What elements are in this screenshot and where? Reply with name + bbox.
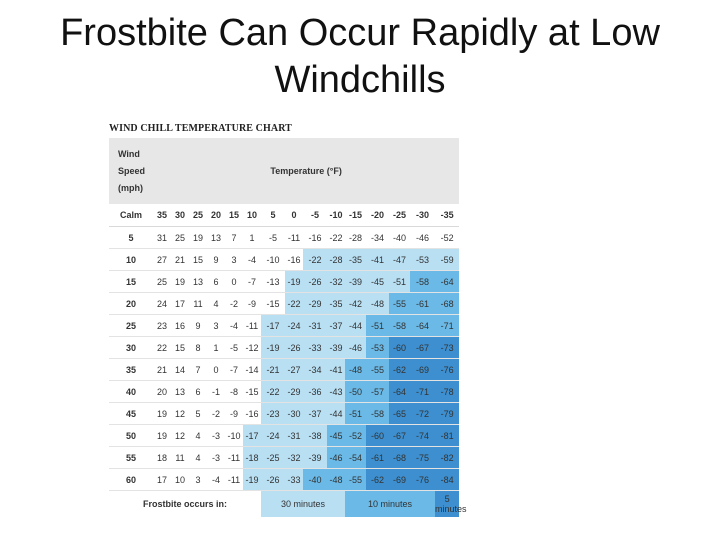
wind-chill-cell: -46 <box>327 447 345 469</box>
temperature-cell: -35 <box>435 204 459 227</box>
wind-speed-row <box>109 337 459 359</box>
temperature-row <box>109 204 459 227</box>
wind-chill-cell: -9 <box>225 403 243 425</box>
wind-chill-cell: -16 <box>243 403 261 425</box>
wind-chill-cell: -59 <box>435 249 459 271</box>
wind-chill-cell: 14 <box>171 359 189 381</box>
wind-chill-cell: -73 <box>435 337 459 359</box>
wind-chill-cell: -37 <box>303 403 327 425</box>
wind-chill-cell: -11 <box>285 227 303 249</box>
wind-chill-cell: -12 <box>243 337 261 359</box>
wind-chill-cell: -34 <box>366 227 389 249</box>
legend-row <box>109 491 459 518</box>
temperature-cell: 35 <box>153 204 171 227</box>
wind-chill-cell: -51 <box>389 271 410 293</box>
wind-chill-cell: 6 <box>189 381 207 403</box>
wind-chill-cell: -10 <box>261 249 285 271</box>
wind-chill-cell: -11 <box>225 469 243 491</box>
legend-swatch: 5 minutes <box>435 491 459 518</box>
wind-chill-cell: -41 <box>327 359 345 381</box>
wind-chill-cell: -26 <box>303 271 327 293</box>
wind-chill-cell: -7 <box>225 359 243 381</box>
wind-chill-cell: 27 <box>153 249 171 271</box>
wind-chill-cell: -3 <box>207 425 225 447</box>
wind-chill-cell: 13 <box>189 271 207 293</box>
wind-chill-cell: -33 <box>303 337 327 359</box>
wind-chill-cell: -35 <box>345 249 366 271</box>
wind-chill-cell: 11 <box>171 447 189 469</box>
wind-speed-cell: 15 <box>109 271 153 293</box>
slide-title-line-1: Frostbite Can Occur Rapidly at Low <box>60 12 660 54</box>
wind-chill-cell: 17 <box>153 469 171 491</box>
wind-chill-cell: -42 <box>345 293 366 315</box>
wind-chill-cell: 22 <box>153 337 171 359</box>
wind-chill-cell: -31 <box>303 315 327 337</box>
wind-chill-cell: 12 <box>171 403 189 425</box>
wind-chill-cell: -34 <box>303 359 327 381</box>
wind-chill-cell: -48 <box>327 469 345 491</box>
wind-chill-cell: -33 <box>285 469 303 491</box>
wind-chill-cell: 15 <box>189 249 207 271</box>
wind-speed-row <box>109 469 459 491</box>
wind-chill-cell: -46 <box>410 227 435 249</box>
wind-chill-cell: -26 <box>261 469 285 491</box>
wind-chill-cell: 19 <box>171 271 189 293</box>
wind-chill-cell: -3 <box>207 447 225 469</box>
wind-chill-cell: -76 <box>435 359 459 381</box>
wind-chill-cell: 24 <box>153 293 171 315</box>
wind-chill-cell: -65 <box>389 403 410 425</box>
temperature-cell: -20 <box>366 204 389 227</box>
wind-chill-cell: -2 <box>207 403 225 425</box>
wind-chill-cell: -58 <box>366 403 389 425</box>
wind-chill-cell: -26 <box>285 337 303 359</box>
wind-speed-cell: 60 <box>109 469 153 491</box>
wind-chill-cell: -64 <box>410 315 435 337</box>
wind-chill-cell: -18 <box>243 447 261 469</box>
wind-chill-cell: -32 <box>285 447 303 469</box>
wind-chill-cell: -57 <box>366 381 389 403</box>
wind-chill-cell: -16 <box>285 249 303 271</box>
wind-chill-cell: -55 <box>345 469 366 491</box>
wind-chill-cell: -75 <box>410 447 435 469</box>
wind-chill-cell: 6 <box>207 271 225 293</box>
wind-chill-cell: 4 <box>189 447 207 469</box>
wind-chill-cell: -29 <box>285 381 303 403</box>
wind-chill-cell: -24 <box>285 315 303 337</box>
wind-speed-header-line: Speed <box>118 165 146 176</box>
wind-chill-cell: -72 <box>410 403 435 425</box>
wind-chill-cell: -40 <box>389 227 410 249</box>
temperature-cell: -30 <box>410 204 435 227</box>
temperature-cell: 20 <box>207 204 225 227</box>
wind-speed-header-line: (mph) <box>118 182 143 193</box>
wind-speed-row <box>109 249 459 271</box>
wind-chill-cell: -19 <box>285 271 303 293</box>
wind-chill-cell: -51 <box>366 315 389 337</box>
wind-speed-cell: 50 <box>109 425 153 447</box>
wind-chill-cell: -84 <box>435 469 459 491</box>
wind-chill-cell: 5 <box>189 403 207 425</box>
wind-chill-cell: -19 <box>243 469 261 491</box>
wind-chill-cell: -71 <box>435 315 459 337</box>
wind-speed-row <box>109 403 459 425</box>
wind-speed-cell: 20 <box>109 293 153 315</box>
wind-chill-cell: 12 <box>171 425 189 447</box>
wind-chill-cell: -24 <box>261 425 285 447</box>
temperature-cell: -15 <box>345 204 366 227</box>
wind-chill-cell: 4 <box>207 293 225 315</box>
wind-speed-cell: 10 <box>109 249 153 271</box>
wind-chill-cell: -50 <box>345 381 366 403</box>
wind-chill-cell: -36 <box>303 381 327 403</box>
wind-speed-row <box>109 447 459 469</box>
wind-chill-cell: -15 <box>243 381 261 403</box>
legend-swatch: 30 minutes <box>261 491 345 518</box>
slide-title-line-2: Windchills <box>274 59 446 101</box>
wind-chill-cell: -78 <box>435 381 459 403</box>
temperature-cell: 15 <box>225 204 243 227</box>
wind-chill-cell: -17 <box>243 425 261 447</box>
wind-chill-cell: -14 <box>243 359 261 381</box>
wind-chill-cell: -52 <box>435 227 459 249</box>
wind-chill-cell: -64 <box>435 271 459 293</box>
wind-chill-cell: 3 <box>225 249 243 271</box>
legend-swatch: 10 minutes <box>345 491 435 518</box>
wind-chill-cell: -17 <box>261 315 285 337</box>
header-row <box>109 138 459 204</box>
temperature-cell: -10 <box>327 204 345 227</box>
wind-chill-cell: -4 <box>243 249 261 271</box>
wind-chill-cell: -67 <box>410 337 435 359</box>
wind-chill-cell: -28 <box>327 249 345 271</box>
wind-chill-cell: -62 <box>366 469 389 491</box>
wind-chill-cell: -79 <box>435 403 459 425</box>
wind-chill-cell: 3 <box>207 315 225 337</box>
wind-chill-cell: -7 <box>243 271 261 293</box>
wind-speed-cell: 35 <box>109 359 153 381</box>
wind-chill-cell: -39 <box>303 447 327 469</box>
calm-label: Calm <box>109 204 153 227</box>
wind-chill-cell: -69 <box>410 359 435 381</box>
wind-chill-cell: -47 <box>389 249 410 271</box>
wind-chill-cell: -5 <box>261 227 285 249</box>
wind-chill-cell: 0 <box>225 271 243 293</box>
wind-chill-cell: 10 <box>171 469 189 491</box>
wind-chill-cell: -31 <box>285 425 303 447</box>
wind-speed-row <box>109 359 459 381</box>
wind-chill-cell: 3 <box>189 469 207 491</box>
wind-speed-header-line: Wind <box>118 148 140 159</box>
wind-chill-cell: 7 <box>225 227 243 249</box>
temperature-cell: 10 <box>243 204 261 227</box>
wind-chill-cell: -22 <box>261 381 285 403</box>
wind-chill-cell: -27 <box>285 359 303 381</box>
wind-speed-row <box>109 425 459 447</box>
wind-chill-cell: -13 <box>261 271 285 293</box>
wind-speed-row <box>109 293 459 315</box>
wind-chill-cell: -51 <box>345 403 366 425</box>
wind-chill-cell: -38 <box>303 425 327 447</box>
wind-chill-cell: 13 <box>171 381 189 403</box>
wind-chill-cell: -22 <box>303 249 327 271</box>
wind-chill-cell: -53 <box>366 337 389 359</box>
wind-chill-cell: -39 <box>345 271 366 293</box>
wind-chill-cell: -74 <box>410 425 435 447</box>
wind-chill-cell: -58 <box>410 271 435 293</box>
legend-label: Frostbite occurs in: <box>109 491 261 518</box>
wind-chill-cell: 19 <box>153 425 171 447</box>
wind-chill-cell: -52 <box>345 425 366 447</box>
wind-chill-cell: -48 <box>345 359 366 381</box>
wind-speed-cell: 55 <box>109 447 153 469</box>
wind-chill-cell: 9 <box>207 249 225 271</box>
wind-chill-cell: 7 <box>189 359 207 381</box>
wind-chill-cell: -22 <box>327 227 345 249</box>
wind-speed-cell: 30 <box>109 337 153 359</box>
wind-chill-cell: 17 <box>171 293 189 315</box>
wind-chill-cell: 19 <box>189 227 207 249</box>
slide-title <box>0 10 720 104</box>
wind-chill-cell: 13 <box>207 227 225 249</box>
wind-chill-cell: -58 <box>389 315 410 337</box>
wind-chill-cell: 31 <box>153 227 171 249</box>
wind-chill-cell: -68 <box>389 447 410 469</box>
wind-chill-cell: -44 <box>327 403 345 425</box>
wind-chill-cell: 16 <box>171 315 189 337</box>
wind-chill-cell: -39 <box>327 337 345 359</box>
temperature-cell: 30 <box>171 204 189 227</box>
chart-title: WIND CHILL TEMPERATURE CHART <box>109 123 292 134</box>
wind-chill-cell: -45 <box>327 425 345 447</box>
wind-speed-row <box>109 227 459 249</box>
wind-chill-cell: -30 <box>285 403 303 425</box>
wind-speed-cell: 5 <box>109 227 153 249</box>
wind-chill-cell: -67 <box>389 425 410 447</box>
wind-chill-cell: -21 <box>261 359 285 381</box>
wind-chill-cell: -19 <box>261 337 285 359</box>
wind-speed-cell: 25 <box>109 315 153 337</box>
wind-chill-cell: -15 <box>261 293 285 315</box>
wind-chill-cell: -8 <box>225 381 243 403</box>
wind-chill-cell: -54 <box>345 447 366 469</box>
wind-chill-cell: -4 <box>225 315 243 337</box>
wind-chill-cell: -43 <box>327 381 345 403</box>
wind-speed-header <box>109 138 153 204</box>
wind-chill-cell: -11 <box>243 315 261 337</box>
wind-chill-cell: -1 <box>207 381 225 403</box>
wind-chill-cell: -81 <box>435 425 459 447</box>
temperature-cell: 5 <box>261 204 285 227</box>
wind-chill-cell: 18 <box>153 447 171 469</box>
wind-chill-cell: 0 <box>207 359 225 381</box>
wind-chill-cell: -22 <box>285 293 303 315</box>
wind-chill-cell: -35 <box>327 293 345 315</box>
wind-chill-cell: -68 <box>435 293 459 315</box>
wind-chill-cell: 25 <box>171 227 189 249</box>
temperature-cell: -25 <box>389 204 410 227</box>
wind-chill-cell: -60 <box>366 425 389 447</box>
wind-chill-cell: -55 <box>389 293 410 315</box>
wind-chill-cell: -44 <box>345 315 366 337</box>
wind-chill-cell: -4 <box>207 469 225 491</box>
temperature-header: Temperature (°F) <box>153 138 459 204</box>
wind-speed-row <box>109 381 459 403</box>
wind-chill-cell: -46 <box>345 337 366 359</box>
wind-chill-cell: 15 <box>171 337 189 359</box>
wind-chill-cell: -37 <box>327 315 345 337</box>
wind-chill-cell: 21 <box>171 249 189 271</box>
wind-chill-cell: 19 <box>153 403 171 425</box>
wind-chill-cell: -40 <box>303 469 327 491</box>
wind-chill-cell: 21 <box>153 359 171 381</box>
wind-chill-cell: -76 <box>410 469 435 491</box>
wind-chill-table <box>109 138 467 517</box>
wind-chill-cell: -10 <box>225 425 243 447</box>
wind-chill-cell: 1 <box>207 337 225 359</box>
wind-speed-cell: 40 <box>109 381 153 403</box>
wind-chill-cell: -45 <box>366 271 389 293</box>
wind-chill-cell: -5 <box>225 337 243 359</box>
wind-chill-cell: -62 <box>389 359 410 381</box>
wind-chill-cell: -71 <box>410 381 435 403</box>
wind-chill-cell: -23 <box>261 403 285 425</box>
wind-chill-cell: 25 <box>153 271 171 293</box>
wind-chill-cell: -82 <box>435 447 459 469</box>
wind-chill-cell: 8 <box>189 337 207 359</box>
wind-chill-cell: -61 <box>410 293 435 315</box>
wind-chill-cell: -61 <box>366 447 389 469</box>
wind-chill-cell: -55 <box>366 359 389 381</box>
wind-speed-row <box>109 271 459 293</box>
wind-chill-cell: -2 <box>225 293 243 315</box>
wind-chill-cell: -53 <box>410 249 435 271</box>
wind-chill-cell: -41 <box>366 249 389 271</box>
wind-chill-cell: -29 <box>303 293 327 315</box>
wind-speed-row <box>109 315 459 337</box>
wind-chill-cell: -11 <box>225 447 243 469</box>
wind-chill-cell: -48 <box>366 293 389 315</box>
wind-chill-cell: -25 <box>261 447 285 469</box>
temperature-cell: -5 <box>303 204 327 227</box>
wind-chill-cell: -28 <box>345 227 366 249</box>
wind-chill-cell: -9 <box>243 293 261 315</box>
temperature-cell: 0 <box>285 204 303 227</box>
wind-chill-cell: -60 <box>389 337 410 359</box>
wind-speed-cell: 45 <box>109 403 153 425</box>
wind-chill-cell: 4 <box>189 425 207 447</box>
temperature-cell: 25 <box>189 204 207 227</box>
wind-chill-cell: -64 <box>389 381 410 403</box>
wind-chill-cell: 9 <box>189 315 207 337</box>
wind-chill-cell: 1 <box>243 227 261 249</box>
wind-chill-cell: 11 <box>189 293 207 315</box>
wind-chill-cell: -69 <box>389 469 410 491</box>
wind-chill-cell: 23 <box>153 315 171 337</box>
wind-chill-cell: -16 <box>303 227 327 249</box>
wind-chill-cell: -32 <box>327 271 345 293</box>
wind-chill-cell: 20 <box>153 381 171 403</box>
